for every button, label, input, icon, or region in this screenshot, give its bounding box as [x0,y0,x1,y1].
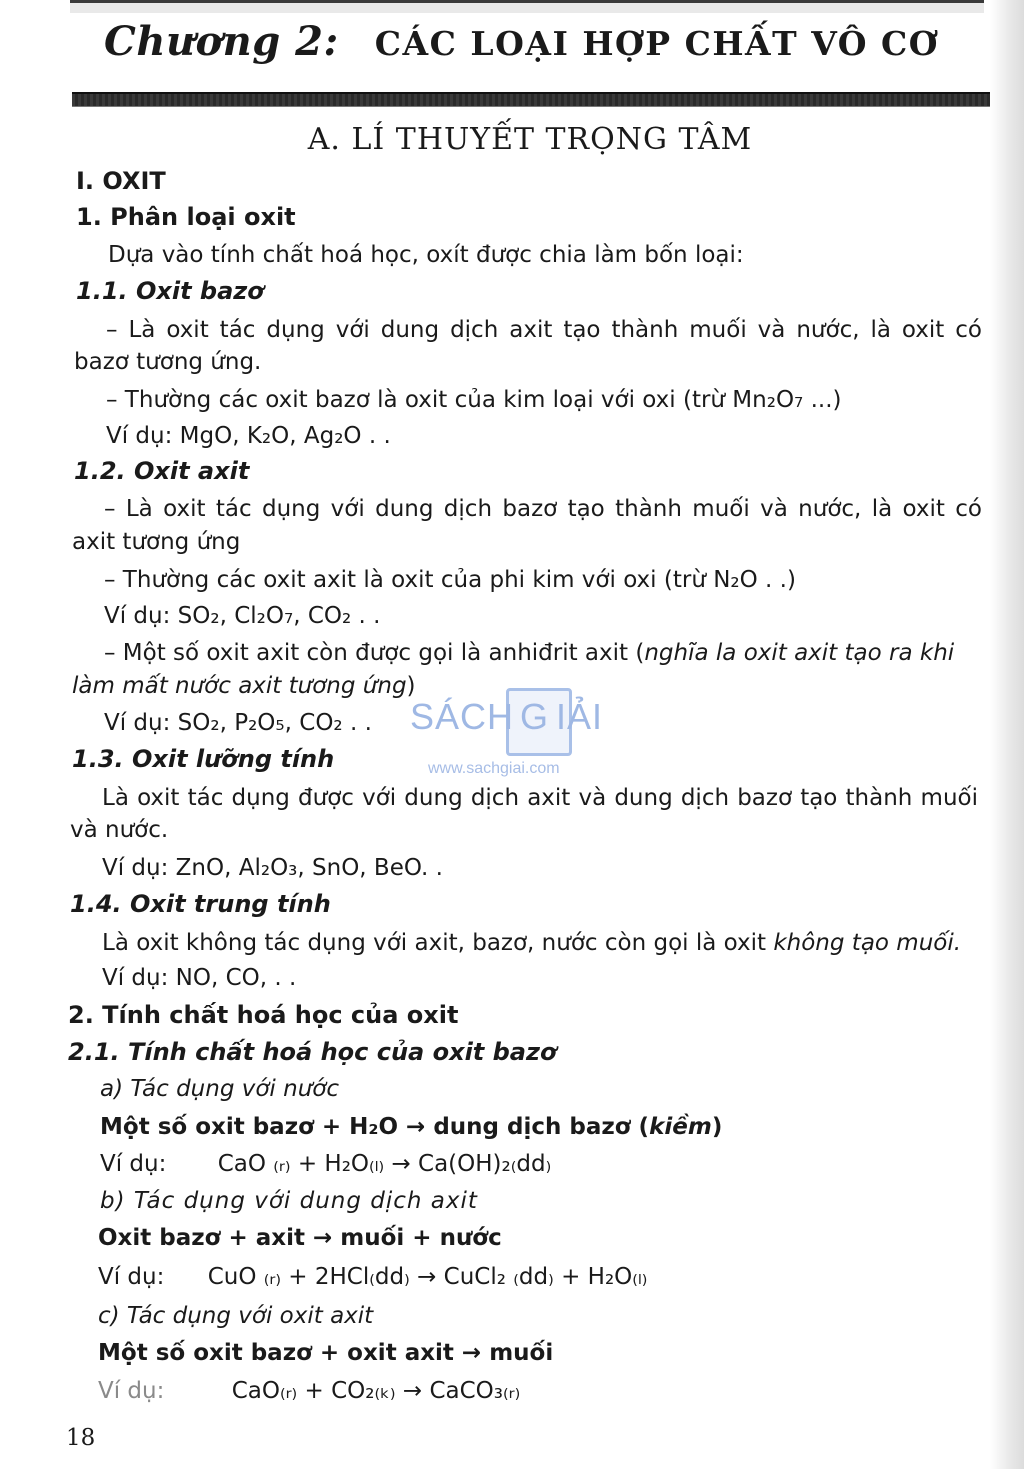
italic-segment: kiềm [649,1114,712,1140]
equation: CuO ₍ᵣ₎ + 2HCl₍dd₎ → CuCl₂ ₍dd₎ + H₂O₍ₗ₎ [207,1264,648,1290]
example-label: Ví dụ: [98,1378,165,1404]
text-line: – Là oxit tác dụng với dung dịch axit tạo thành muối và nước, là oxit có [106,317,982,343]
watermark-url: www.sachgiai.com [428,760,560,777]
chapter-title: CÁC LOẠI HỢP CHẤT VÔ CƠ [374,24,939,63]
text-line: – Thường các oxit bazơ là oxit của kim loại với oxi (trừ Mn₂O₇ ...) [106,387,842,413]
equation: CaO ₍ᵣ₎ + H₂O₍ₗ₎ → Ca(OH)₂₍dd₎ [217,1151,552,1177]
italic-segment: nghĩa la oxit axit tạo ra khi [644,640,955,666]
text-line: axit tương ứng [72,529,241,555]
italic-segment: làm mất nước axit tương ứng [72,673,407,699]
heading-tinh-chat: 2. Tính chất hoá học của oxit [68,1001,459,1029]
subheading-line: c) Tác dụng với oxit axit [98,1303,374,1329]
equation: CaO₍ᵣ₎ + CO₂₍ₖ₎ → CaCO₃₍ᵣ₎ [231,1378,521,1404]
example-line: Ví dụ: SO₂, P₂O₅, CO₂ . . [104,710,372,736]
reaction-rule [100,1112,722,1142]
text-line: bazơ tương ứng. [74,349,262,375]
text-line: – Là oxit tác dụng với dung dịch bazơ tạo thành muối và nước, là oxit có [104,496,982,522]
example-line [100,1149,551,1179]
watermark-word-left: SÁCH [410,696,515,737]
example-line: Ví dụ: NO, CO, . . [102,965,297,991]
italic-segment: không tạo muối. [773,930,962,956]
example-label: Ví dụ: [100,1151,167,1177]
heading-oxit-trung-tinh: 1.4. Oxit trung tính [70,890,331,918]
watermark-logo [410,688,620,788]
page-right-edge [990,0,1024,1469]
heading-phan-loai: 1. Phân loại oxit [76,203,296,231]
example-line [98,1262,647,1292]
text-segment: Một số oxit bazơ + H₂O → dung dịch bazơ ( [100,1114,650,1140]
reaction-rule: Một số oxit bazơ + oxit axit → muối [98,1340,554,1366]
heading-tinh-chat-oxit-bazo: 2.1. Tính chất hoá học của oxit bazơ [68,1038,557,1066]
chapter-rule [72,92,990,107]
example-line [98,1376,520,1406]
subheading-line: a) Tác dụng với nước [100,1076,339,1102]
text-line: và nước. [70,817,169,843]
page-number: 18 [66,1425,96,1451]
reaction-rule: Oxit bazơ + axit → muối + nước [98,1225,502,1251]
text-line [102,928,961,958]
text-line: – Thường các oxit axit là oxit của phi kim với oxi (trừ N₂O . .) [104,567,796,593]
example-line: Ví dụ: SO₂, Cl₂O₇, CO₂ . . [104,603,381,629]
text-line [104,638,954,668]
heading-oxit-luong-tinh: 1.3. Oxit lưỡng tính [72,745,335,773]
watermark-word-right: IẢI [556,696,604,737]
page-top-edge [70,0,984,13]
heading-oxit-bazo: 1.1. Oxit bazơ [76,277,264,305]
example-label: Ví dụ: [98,1264,165,1290]
heading-oxit-axit: 1.2. Oxit axit [74,457,250,485]
text-segment: ) [711,1114,723,1140]
text-line [72,671,416,701]
heading-oxit: I. OXIT [76,167,166,195]
text-segment: – Một số oxit axit còn được gọi là anhiđrit axit ( [104,640,645,666]
text-line: Dựa vào tính chất hoá học, oxít được chia làm bốn loại: [108,242,744,268]
example-line: Ví dụ: MgO, K₂O, Ag₂O . . [106,423,391,449]
example-line: Ví dụ: ZnO, Al₂O₃, SnO, BeO. . [102,855,443,881]
text-segment: Là oxit không tác dụng với axit, bazơ, nước còn gọi là oxit [102,930,767,956]
chapter-heading [104,18,939,65]
chapter-label: Chương 2: [104,18,339,65]
watermark-word-mid: G [520,696,550,737]
watermark-box-icon [506,688,572,756]
text-segment: ) [406,673,416,699]
text-line: Là oxit tác dụng được với dung dịch axit và dung dịch bazơ tạo thành muối [102,785,978,811]
section-title: A. LÍ THUYẾT TRỌNG TÂM [307,122,753,157]
subheading-line: b) Tác dụng với dung dịch axit [100,1188,478,1214]
